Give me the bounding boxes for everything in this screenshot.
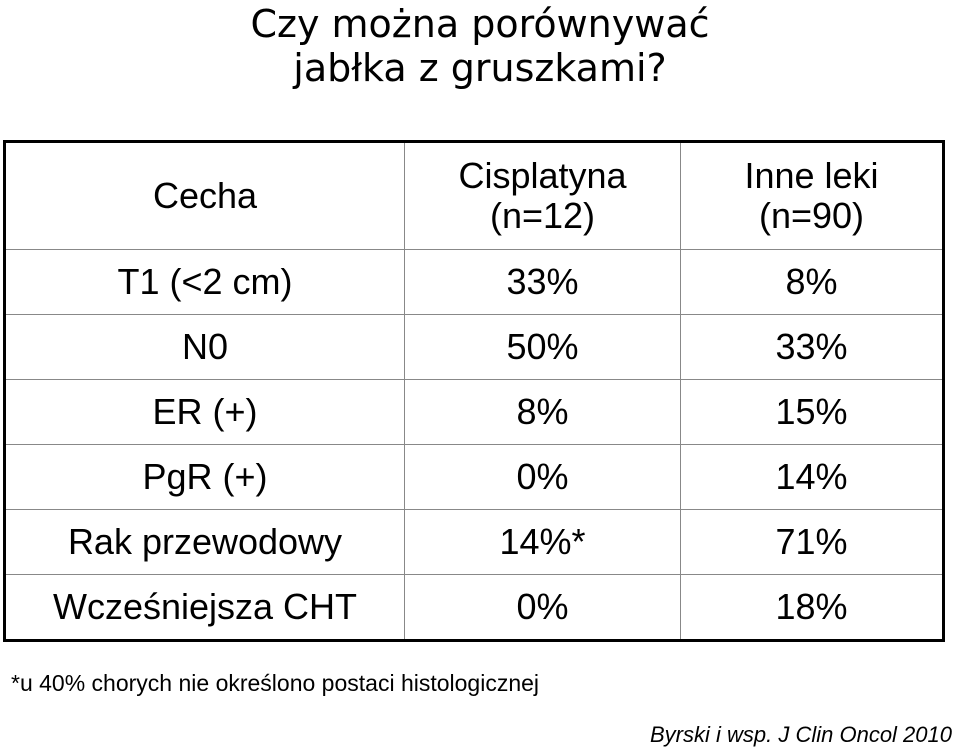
other-drugs-value: 8% (681, 250, 944, 315)
footnote: *u 40% chorych nie określono postaci histologicznej (11, 670, 540, 696)
cisplatin-value: 8% (405, 380, 681, 445)
cisplatin-value: 14%* (405, 510, 681, 575)
slide-title-line-1: Czy można porównywać (250, 2, 710, 46)
header-cell-feature (5, 142, 405, 250)
table-row (5, 380, 944, 445)
other-drugs-value: 71% (681, 510, 944, 575)
row-label: ER (+) (5, 380, 405, 445)
header-label: Cecha (152, 175, 258, 216)
header-label: Cisplatyna (458, 155, 627, 196)
slide-title-line-2: jabłka z gruszkami? (293, 46, 667, 90)
cisplatin-value: 0% (405, 445, 681, 510)
table-row (5, 445, 944, 510)
header-sublabel: (n=12) (489, 195, 596, 236)
row-label: Rak przewodowy (5, 510, 405, 575)
row-label: N0 (5, 315, 405, 380)
other-drugs-value: 18% (681, 575, 944, 641)
header-sublabel: (n=90) (758, 195, 865, 236)
row-label: Wcześniejsza CHT (5, 575, 405, 641)
table-row (5, 315, 944, 380)
comparison-table (3, 140, 945, 642)
row-label: PgR (+) (5, 445, 405, 510)
row-label: T1 (<2 cm) (5, 250, 405, 315)
table-row (5, 575, 944, 641)
cisplatin-value: 0% (405, 575, 681, 641)
table-row (5, 250, 944, 315)
other-drugs-value: 14% (681, 445, 944, 510)
other-drugs-value: 33% (681, 315, 944, 380)
table-row (5, 510, 944, 575)
header-cell-cisplatin (405, 142, 681, 250)
table-header-row (5, 142, 944, 250)
citation: Byrski i wsp. J Clin Oncol 2010 (650, 722, 952, 747)
slide-title (0, 2, 960, 90)
header-cell-other-drugs (681, 142, 944, 250)
header-label: Inne leki (744, 155, 879, 196)
other-drugs-value: 15% (681, 380, 944, 445)
cisplatin-value: 50% (405, 315, 681, 380)
cisplatin-value: 33% (405, 250, 681, 315)
